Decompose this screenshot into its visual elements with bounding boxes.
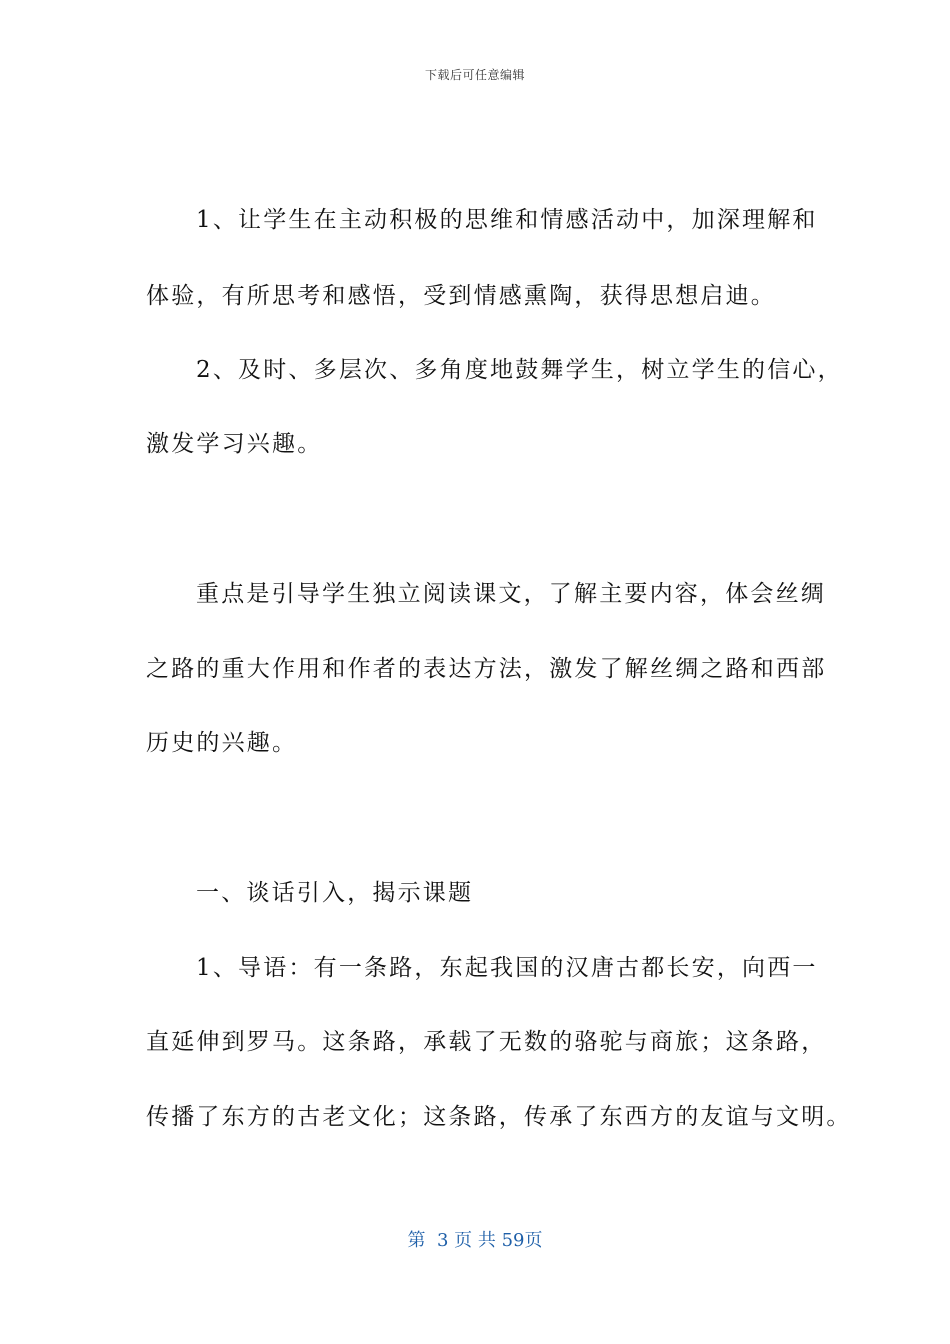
section-heading: 一、谈话引入，揭示课题 — [196, 880, 474, 906]
paragraph-5-line-2: 直延伸到罗马。这条路，承载了无数的骆驼与商旅；这条路， — [146, 1029, 827, 1055]
paragraph-5-line-1: 1、导语：有一条路，东起我国的汉唐古都长安，向西一 — [196, 955, 818, 981]
paragraph-3-line-3: 历史的兴趣。 — [146, 730, 298, 756]
paragraph-5-line-3: 传播了东方的古老文化；这条路，传承了东西方的友谊与文明。 — [146, 1104, 852, 1130]
paragraph-1-line-2: 体验，有所思考和感悟，受到情感熏陶，获得思想启迪。 — [146, 283, 776, 309]
paragraph-3-line-2: 之路的重大作用和作者的表达方法，激发了解丝绸之路和西部 — [146, 656, 827, 682]
paragraph-2-line-2: 激发学习兴趣。 — [146, 431, 323, 457]
paragraph-3-line-1: 重点是引导学生独立阅读课文，了解主要内容，体会丝绸 — [196, 581, 826, 607]
paragraph-2-line-1: 2、及时、多层次、多角度地鼓舞学生，树立学生的信心， — [196, 357, 843, 383]
paragraph-1-line-1: 1、让学生在主动积极的思维和情感活动中，加深理解和 — [196, 207, 818, 233]
page-header: 下载后可任意编辑 — [424, 68, 525, 82]
page-number-footer: 第 3 页 共 59页 — [407, 1230, 543, 1251]
